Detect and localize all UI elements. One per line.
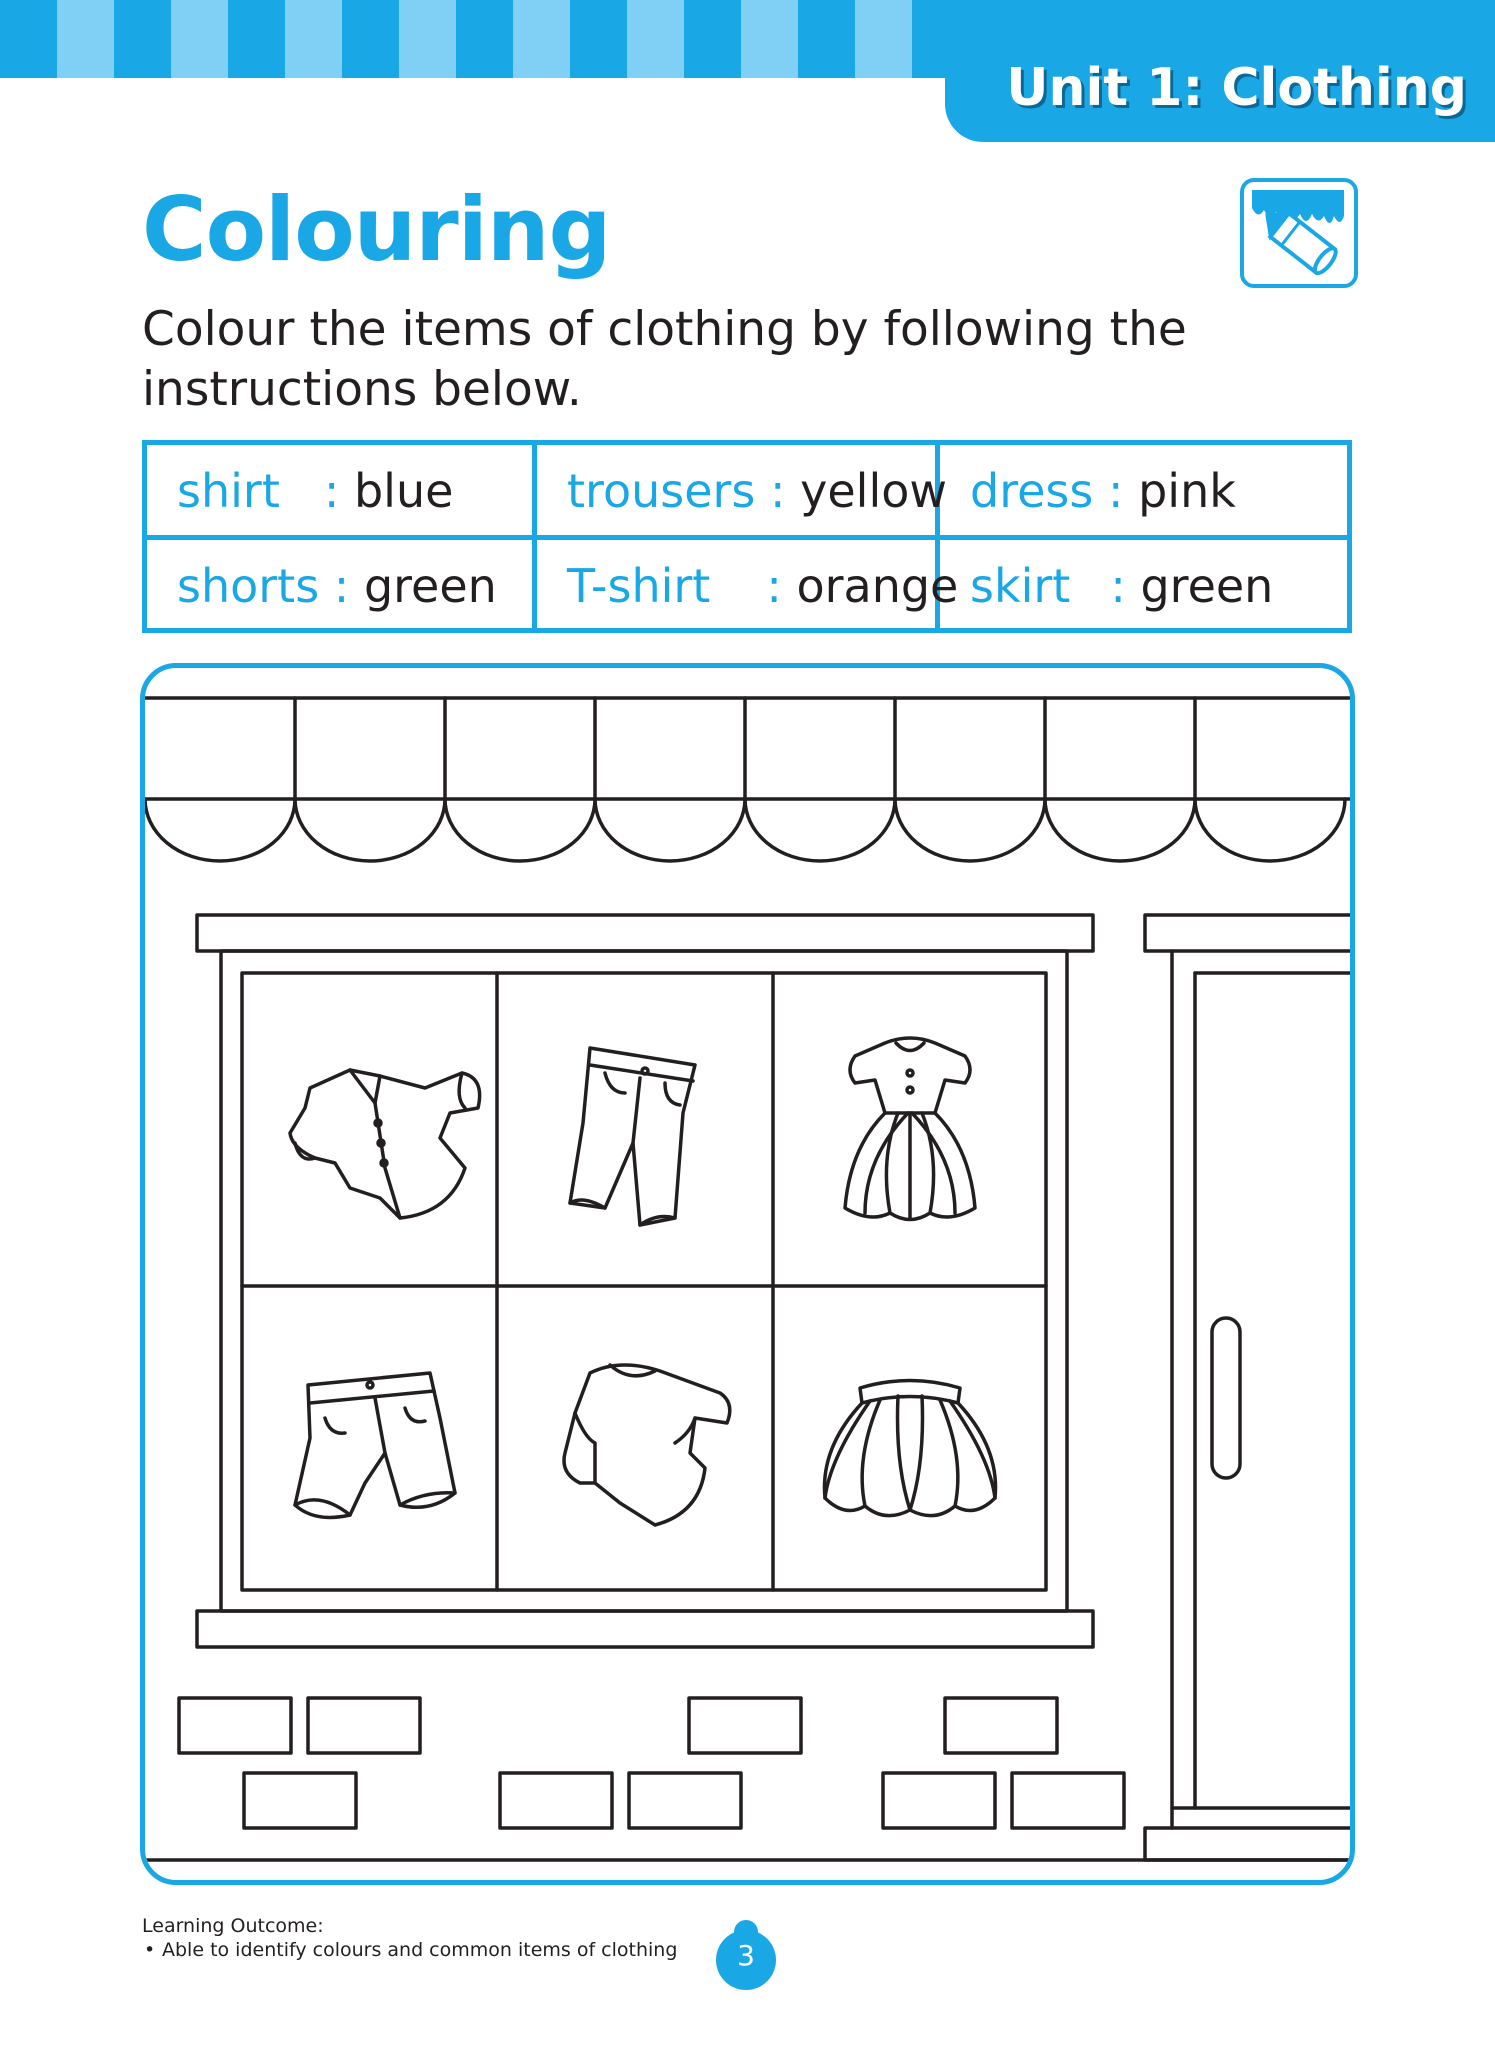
- key-item: skirt: [970, 559, 1071, 613]
- window-pane-grid: [242, 973, 1046, 1590]
- page-number-badge: [712, 1918, 780, 1992]
- skirt-icon: [824, 1381, 995, 1516]
- instructions-text: Colour the items of clothing by following the instructions below.: [142, 302, 1187, 417]
- key-cell-skirt: skirt : green: [970, 559, 1274, 613]
- trousers-icon: [570, 1048, 695, 1225]
- key-colour: pink: [1138, 464, 1236, 518]
- key-cell-trousers: trousers : yellow: [567, 464, 947, 518]
- shop-illustration: [140, 663, 1355, 1885]
- page-number: 3: [737, 1939, 755, 1972]
- shorts-icon: [295, 1373, 455, 1517]
- key-colour: yellow: [800, 464, 947, 518]
- key-colour: green: [363, 559, 497, 613]
- door-handle: [1212, 1318, 1240, 1478]
- key-colour: blue: [353, 464, 454, 518]
- top-stripe-band: [0, 0, 945, 78]
- unit-tab: [945, 0, 1495, 142]
- unit-title: Unit 1: Clothing: [1006, 58, 1467, 118]
- awning: [145, 698, 1350, 861]
- key-item: trousers: [567, 464, 756, 518]
- outcome-text: Able to identify colours and common items of clothing: [162, 1939, 678, 1961]
- outcome-title: Learning Outcome:: [142, 1915, 324, 1937]
- door-ledge-top: [1145, 915, 1350, 951]
- door-step: [1145, 1828, 1350, 1860]
- dress-icon: [845, 1038, 975, 1220]
- window-ledge-top: [197, 915, 1093, 951]
- bricks: [179, 1698, 1124, 1828]
- key-item: shorts: [177, 559, 320, 613]
- key-colour: green: [1140, 559, 1274, 613]
- learning-outcome: [142, 1914, 677, 1962]
- key-cell-dress: dress : pink: [970, 464, 1236, 518]
- bullet-icon: •: [144, 1939, 156, 1961]
- crayon-icon: [1240, 178, 1358, 288]
- colour-key-table: [142, 440, 1352, 633]
- key-colour: orange: [796, 559, 959, 613]
- key-cell-t-shirt: T-shirt : orange: [567, 559, 959, 613]
- key-item: dress: [970, 464, 1094, 518]
- key-cell-shorts: shorts : green: [177, 559, 497, 613]
- outcome-list-item: [142, 1938, 677, 1962]
- page-title: Colouring: [142, 178, 611, 281]
- key-item: T-shirt: [567, 559, 711, 613]
- shirt-icon: [290, 1070, 480, 1218]
- window-ledge-bottom: [197, 1611, 1093, 1647]
- key-item: shirt: [177, 464, 280, 518]
- key-cell-shirt: shirt : blue: [177, 464, 454, 518]
- t-shirt-icon: [564, 1365, 730, 1525]
